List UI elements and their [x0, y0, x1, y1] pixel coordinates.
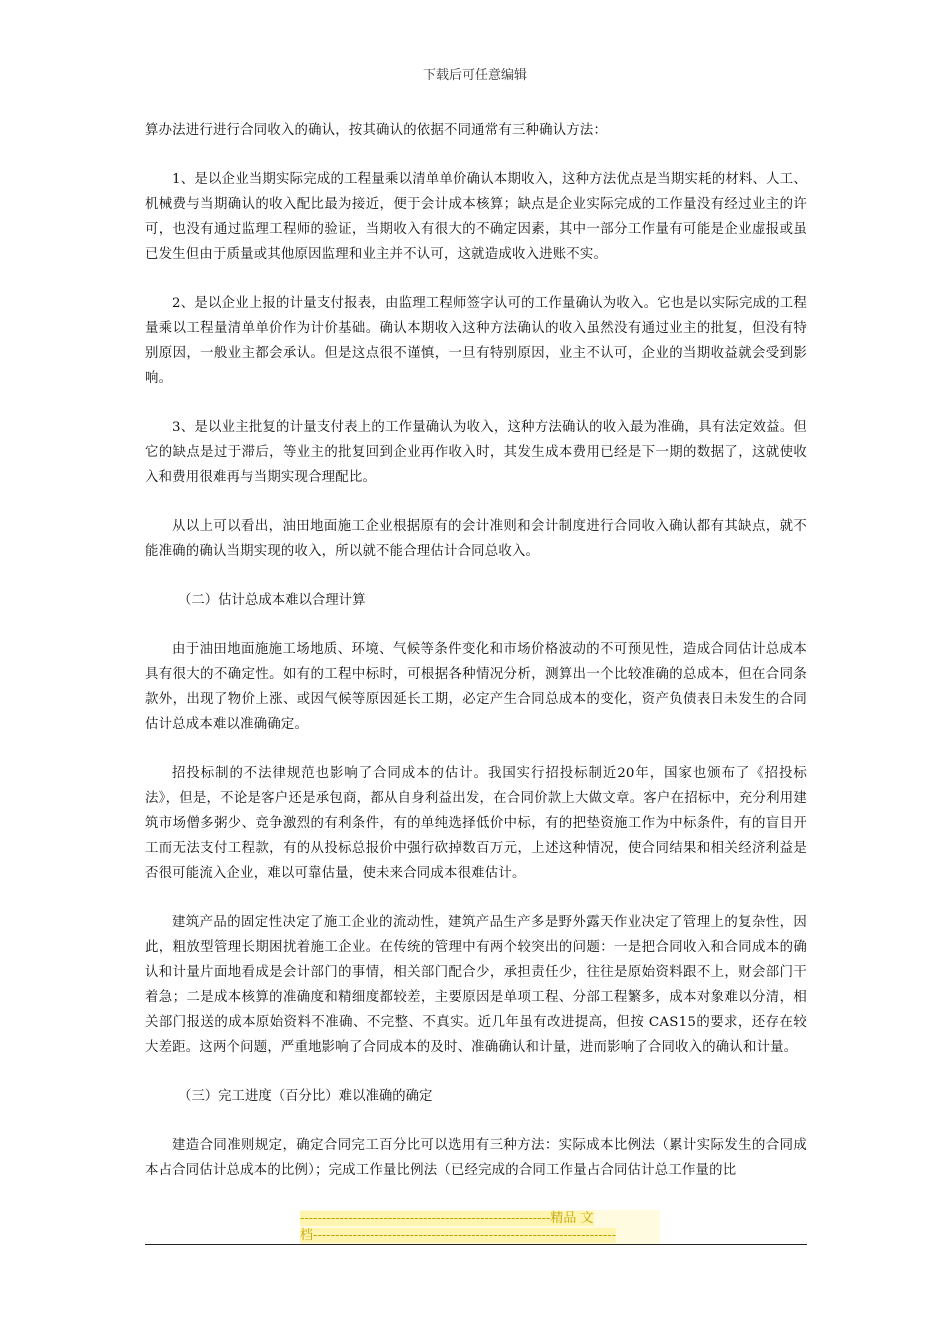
- page-header: 下载后可任意编辑: [422, 68, 527, 83]
- paragraph: 3、是以业主批复的计量支付表上的工作量确认为收入，这种方法确认的收入最为准确，具有法定效益。但它的缺点是过于滞后，等业主的批复回到企业再作收入时，其发生成本费用已经是下一期的数据了，这就使收入和费用很难再与当期实现合理配比。: [145, 420, 807, 485]
- section-heading: （三）完工进度（百分比）难以准确的确定: [178, 1089, 433, 1104]
- paragraph: 1、是以企业当期实际完成的工程量乘以清单单价确认本期收入，这种方法优点是当期实耗的材料、人工、机械费与当期确认的收入配比最为接近，便于会计成本核算；缺点是企业实际完成的工作量没有经过业主的许可，也没有通过监理工程师的验证，当期收入有很大的不确定因素，其中一部分工作量有可能是企业虚报或虽已发生但由于质量或其他原因监理和业主并不认可，这就造成收入进账不实。: [145, 172, 807, 262]
- paragraph: 2、是以企业上报的计量支付报表，由监理工程师签字认可的工作量确认为收入。它也是以实际完成的工程量乘以工程量清单单价作为计价基础。确认本期收入这种方法确认的收入虽然没有通过业主的批复，但没有特别原因，一般业主都会承认。但是这点很不谨慎，一旦有特别原因，业主不认可，企业的当期收益就会受到影响。: [145, 296, 807, 386]
- paragraph: 建造合同准则规定，确定合同完工百分比可以选用有三种方法：实际成本比例法（累计实际发生的合同成本占合同估计总成本的比例）；完成工作量比例法（已经完成的合同工作量占合同估计总工作量的比: [145, 1138, 807, 1178]
- paragraph: 建筑产品的固定性决定了施工企业的流动性，建筑产品生产多是野外露天作业决定了管理上的复杂性，因此，粗放型管理长期困扰着施工企业。在传统的管理中有两个较突出的问题：一是把合同收入和合同成本的确认和计量片面地看成是会计部门的事情，相关部门配合少，承担责任少，往往是原始资料跟不上，财会部门干着急；二是成本核算的准确度和精细度都较差，主要原因是单项工程、分部工程繁多，成本对象难以分清，相关部门报送的成本原始资料不准确、不完整、不真实。近几年虽有改进提高，但按 CAS15的要求，还存在较大差距。这两个问题，严重地影响了合同成本的及时、准确确认和计量，进而影响了合同收入的确认和计量。: [145, 915, 807, 1055]
- paragraph: 从以上可以看出，油田地面施工企业根据原有的会计准则和会计制度进行合同收入确认都有其缺点，就不能准确的确认当期实现的收入，所以就不能合理估计合同总收入。: [145, 519, 807, 559]
- paragraph: 由于油田地面施施工场地质、环境、气候等条件变化和市场价格波动的不可预见性，造成合同估计总成本具有很大的不确定性。如有的工程中标时，可根据各种情况分析，测算出一个比较准确的总成本，但在合同条款外，出现了物价上涨、或因气候等原因延长工期，必定产生合同总成本的变化，资产负债表日未发生的合同估计总成本难以准确确定。: [145, 642, 807, 732]
- footer-watermark: [300, 1210, 660, 1244]
- paragraph: 算办法进行进行合同收入的确认，按其确认的依据不同通常有三种确认方法：: [145, 123, 608, 138]
- section-heading: （二）估计总成本难以合理计算: [178, 593, 366, 608]
- footer-divider: [145, 1244, 807, 1245]
- footer-line-2: 档---------------------------------------------------------------------: [300, 1228, 617, 1243]
- paragraph: 招投标制的不法律规范也影响了合同成本的估计。我国实行招投标制近20年，国家也颁布了《招投标法》，但是，不论是客户还是承包商，都从自身利益出发，在合同价款上大做文章。客户在招标中，充分利用建筑市场僧多粥少、竞争激烈的有利条件，有的单纯选择低价中标，有的把垫资施工作为中标条件，有的盲目开工而无法支付工程款，有的从投标总报价中强行砍掉数百万元，上述这种情况，使合同结果和相关经济利益是否很可能流入企业，难以可靠估量，使未来合同成本很难估计。: [145, 766, 807, 881]
- document-body: [145, 118, 807, 1207]
- footer-line-1: ---------------------------------------------------------精品 文: [300, 1211, 594, 1226]
